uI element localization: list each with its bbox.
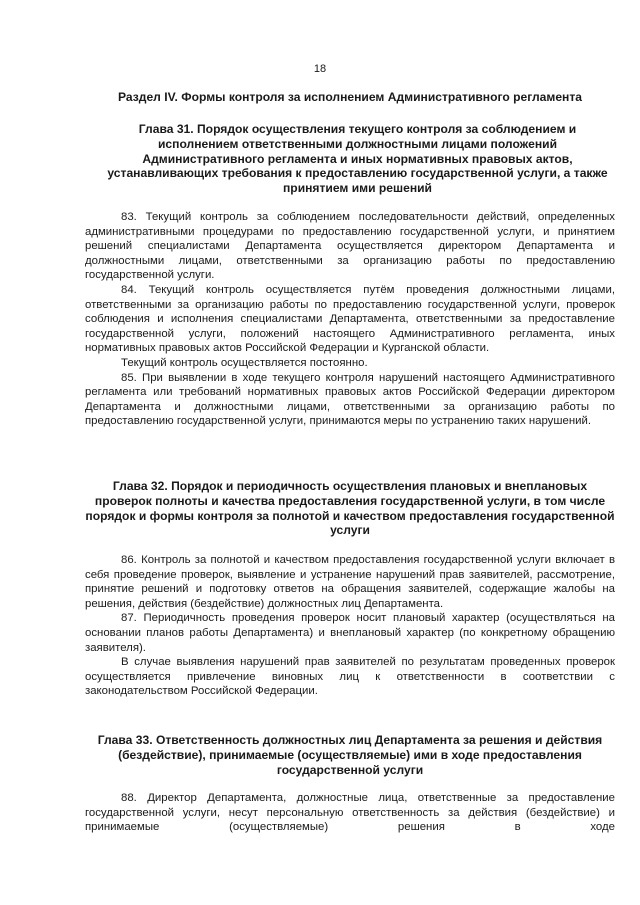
paragraph-number: 84. xyxy=(121,283,137,296)
paragraph-continuous-control xyxy=(85,356,615,371)
paragraph-violations xyxy=(85,655,615,699)
paragraph-text: Текущий контроль за соблюдением последовательности действий, определенных административными процедурами по предоставлению государственной услуги, и принятием решений специалистами Департамента осуществляется директором Департамента и должностными лицами, ответственными за организацию работы по предоставлению государственной услуги. xyxy=(85,211,615,282)
paragraph-text: Контроль за полнотой и качеством предоставления государственной услуги включает в себя проведение проверок, выявление и устранение нарушений прав заявителей, рассмотрение, принятие решений и подготовку ответов на обращения заявителей, содержащие жалобы на решения, действия (бездействие) должностных лиц Департамента. xyxy=(85,554,616,610)
paragraph-number: 88. xyxy=(121,792,137,804)
paragraph-number: 83. xyxy=(121,211,137,223)
section-title-block xyxy=(85,90,615,105)
chapter-title: Глава 32. Порядок и периодичность осуществления плановых и внеплановых проверок полноты и качества предоставления государственной услуги, в том числе порядок и формы контроля за полнотой и качеством предоставления государственной услуги xyxy=(85,479,615,538)
paragraph-number: 87. xyxy=(121,612,137,625)
paragraph-text: При выявлении в ходе текущего контроля нарушений настоящего Административного регламента или требований нормативных правовых актов Российской Федерации директором Департамента и должностными лицами, ответственными за организацию работы по предоставлению государственной услуги, принимаются меры по устранению таких нарушений. xyxy=(85,371,615,428)
paragraph-number: 86. xyxy=(121,554,137,566)
chapter-32-body xyxy=(85,553,615,699)
chapter-33-title-block xyxy=(85,733,615,777)
section-title: Раздел IV. Формы контроля за исполнением Административного регламента xyxy=(117,90,583,104)
paragraph-text: Периодичность проведения проверок носит плановый характер (осуществляться на основании планов работы Департамента) и внеплановый характер (по конкретному обращению заявителя). xyxy=(85,612,615,654)
chapter-33-body xyxy=(85,791,615,835)
paragraph-text: Текущий контроль осуществляется постоянно. xyxy=(121,356,368,369)
chapter-31-body xyxy=(85,210,615,429)
chapter-32-title-block xyxy=(85,479,615,538)
page-number: 18 xyxy=(313,63,327,75)
paragraph-88 xyxy=(85,791,615,835)
paragraph-text: Директор Департамента, должностные лица, ответственные за предоставление государственной услуги, несут персональную ответственность за действия (бездействие) и принимаемые (осуществляемые) решения в ходе xyxy=(85,792,615,834)
paragraph-85 xyxy=(85,371,615,429)
paragraph-text: В случае выявления нарушений прав заявителей по результатам проведенных проверок осуществляется привлечение виновных лиц к ответственности в соответствии с законодательством Российской Федерации. xyxy=(85,656,615,698)
chapter-title: Глава 33. Ответственность должностных лиц Департамента за решения и действия (бездействие), принимаемые (осуществляемые) ими в ходе предоставления государственной услуги xyxy=(97,733,603,777)
chapter-31-title-block xyxy=(100,122,615,196)
paragraph-86 xyxy=(85,553,615,611)
chapter-title: Глава 31. Порядок осуществления текущего контроля за соблюдением и исполнением ответственными должностными лицами положений Административного регламента и иных нормативных правовых актов, устанавливающих требования к предоставлению государственной услуги, а также принятием ими решений xyxy=(107,122,608,196)
paragraph-text: Текущий контроль осуществляется путём проведения должностными лицами, ответственными за организацию работы по предоставлению государственной услуги, проверок соблюдения и исполнения специалистами Департамента, ответственными за предоставление государственной услуги, положений настоящего Административного регламента, иных нормативных правовых актов Российской Федерации и Курганской области. xyxy=(85,283,615,355)
paragraph-83 xyxy=(85,210,615,283)
paragraph-number: 85. xyxy=(121,371,137,384)
paragraph-84 xyxy=(85,283,615,356)
paragraph-87 xyxy=(85,611,615,655)
